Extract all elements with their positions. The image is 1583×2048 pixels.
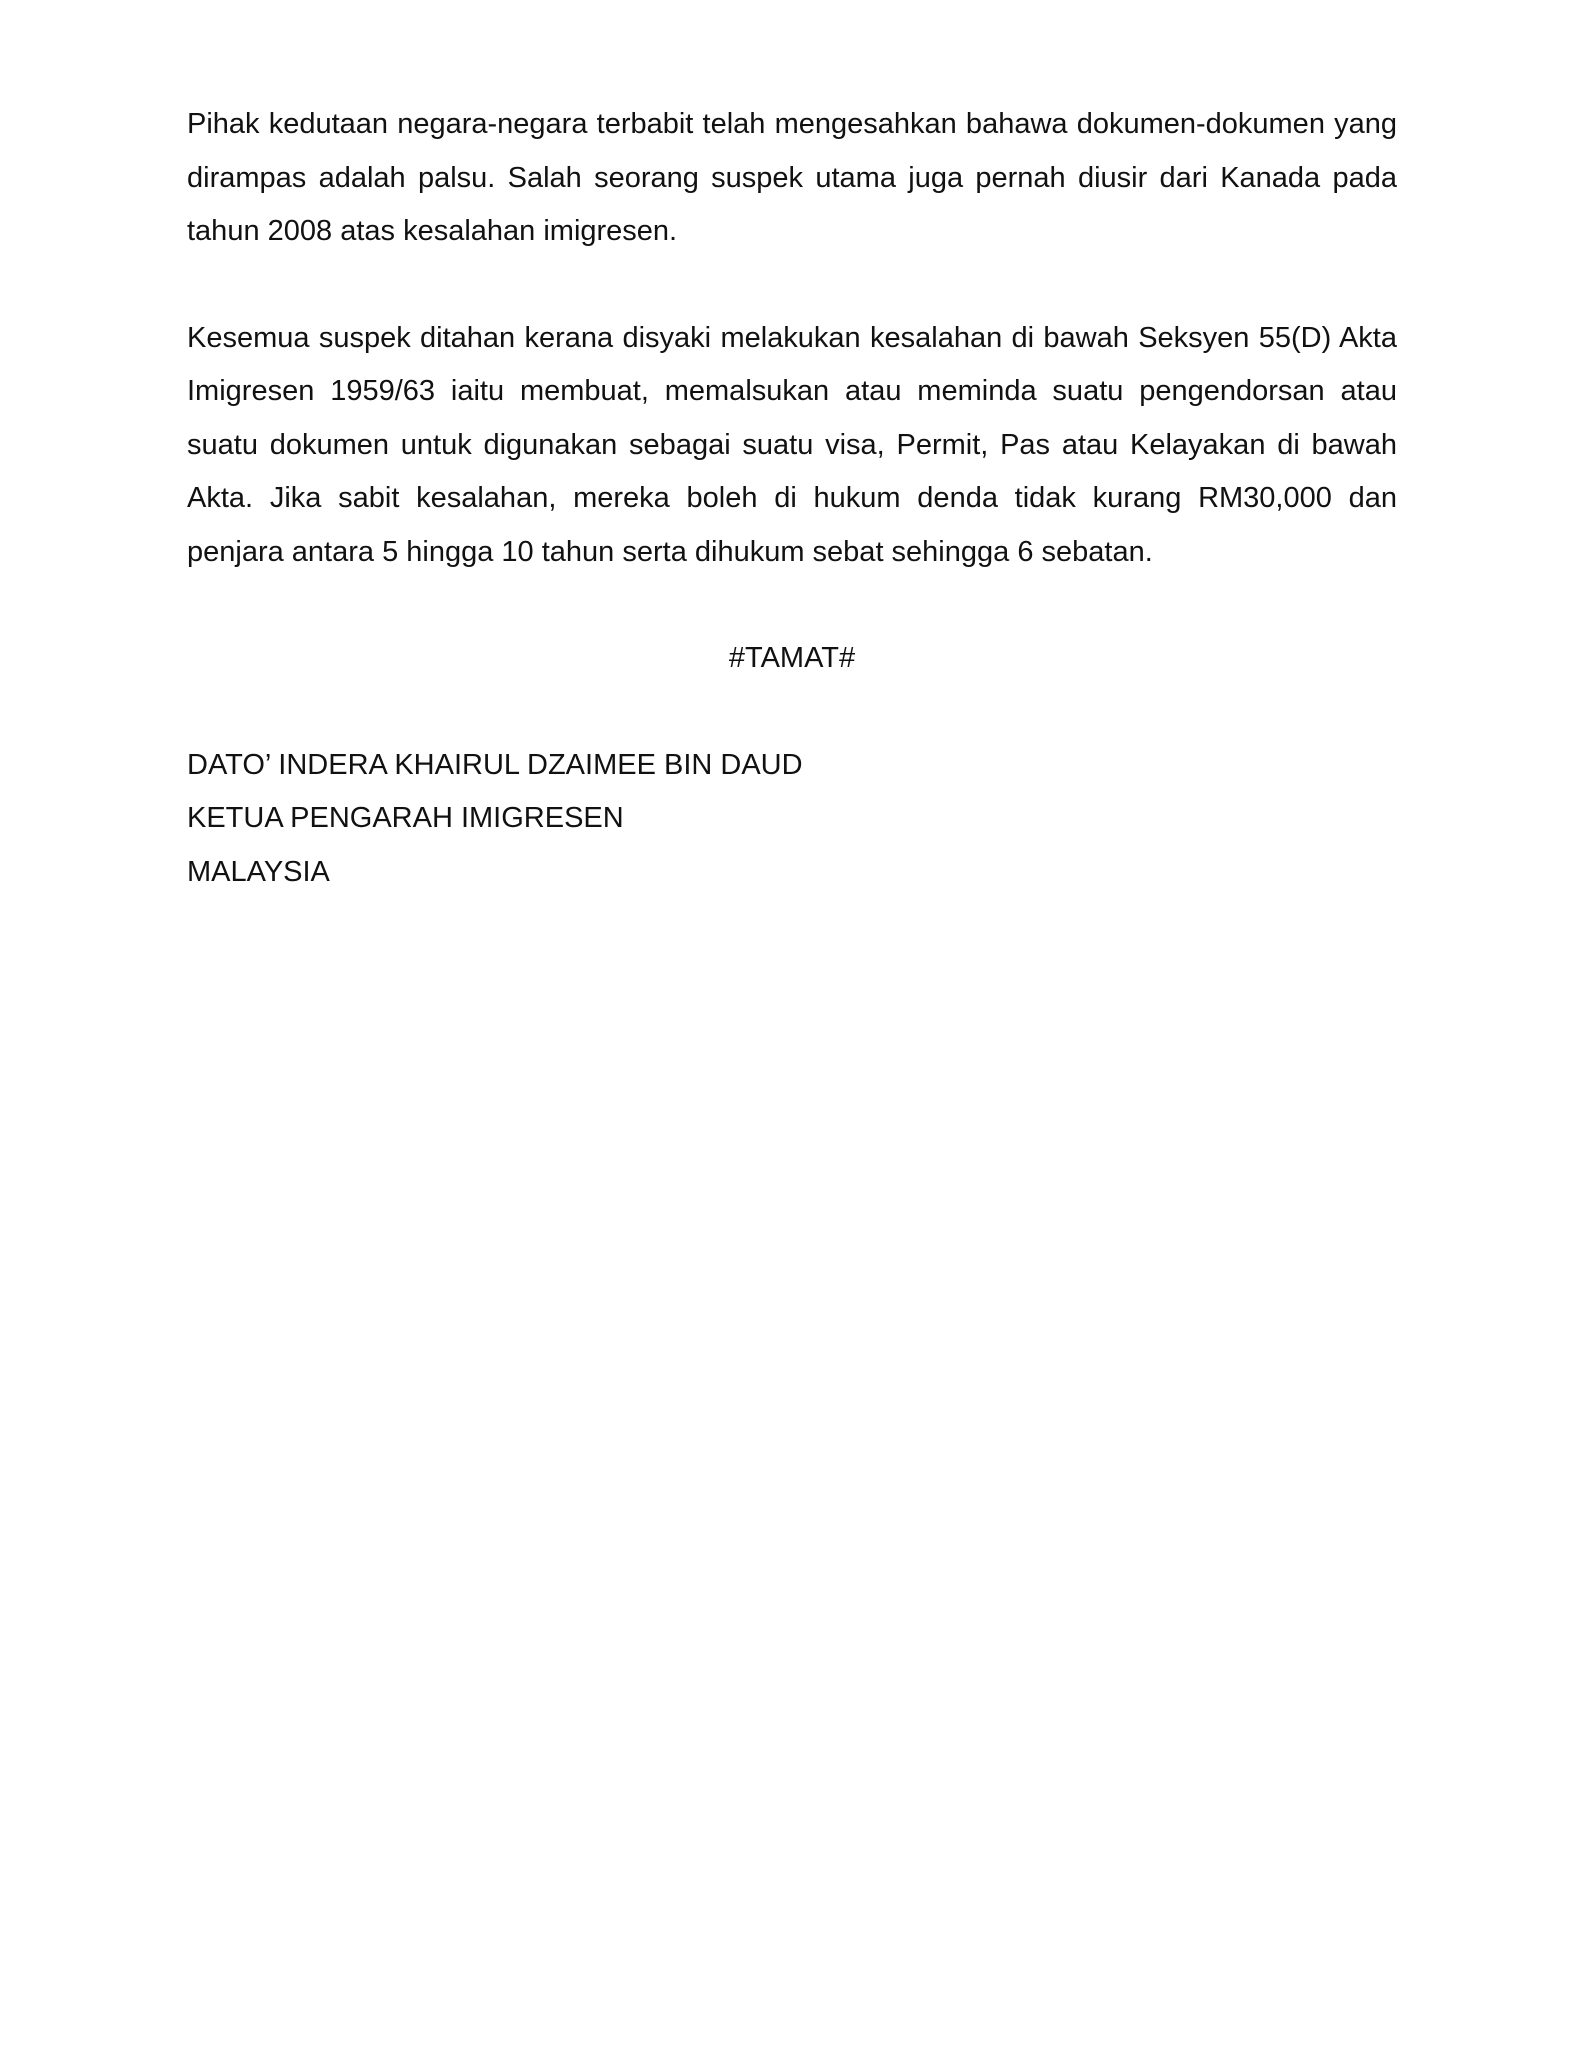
document-body <box>187 98 1397 899</box>
end-marker: #TAMAT# <box>728 642 856 674</box>
signatory-name: DATO’ INDERA KHAIRUL DZAIMEE BIN DAUD <box>187 748 803 781</box>
paragraph-charges-and-penalties: Kesemua suspek ditahan kerana disyaki melakukan kesalahan di bawah Seksyen 55(D) Akta Imigresen 1959/63 iaitu membuat, memalsukan atau meminda suatu pengendorsan atau suatu dokumen untuk digunakan sebagai suatu visa, Permit, Pas atau Kelayakan di bawah Akta. Jika sabit kesalahan, mereka boleh di hukum denda tidak kurang RM30,000 dan penjara antara 5 hingga 10 tahun serta dihukum sebat sehingga 6 sebatan. <box>187 321 1397 568</box>
signatory-title: KETUA PENGARAH IMIGRESEN <box>187 802 624 834</box>
paragraph-embassy-confirmation: Pihak kedutaan negara-negara terbabit telah mengesahkan bahawa dokumen-dokumen yang dirampas adalah palsu. Salah seorang suspek utama juga pernah diusir dari Kanada pada tahun 2008 atas kesalahan imigresen. <box>187 108 1397 247</box>
signature-block <box>187 739 1397 900</box>
signatory-country: MALAYSIA <box>187 855 330 888</box>
